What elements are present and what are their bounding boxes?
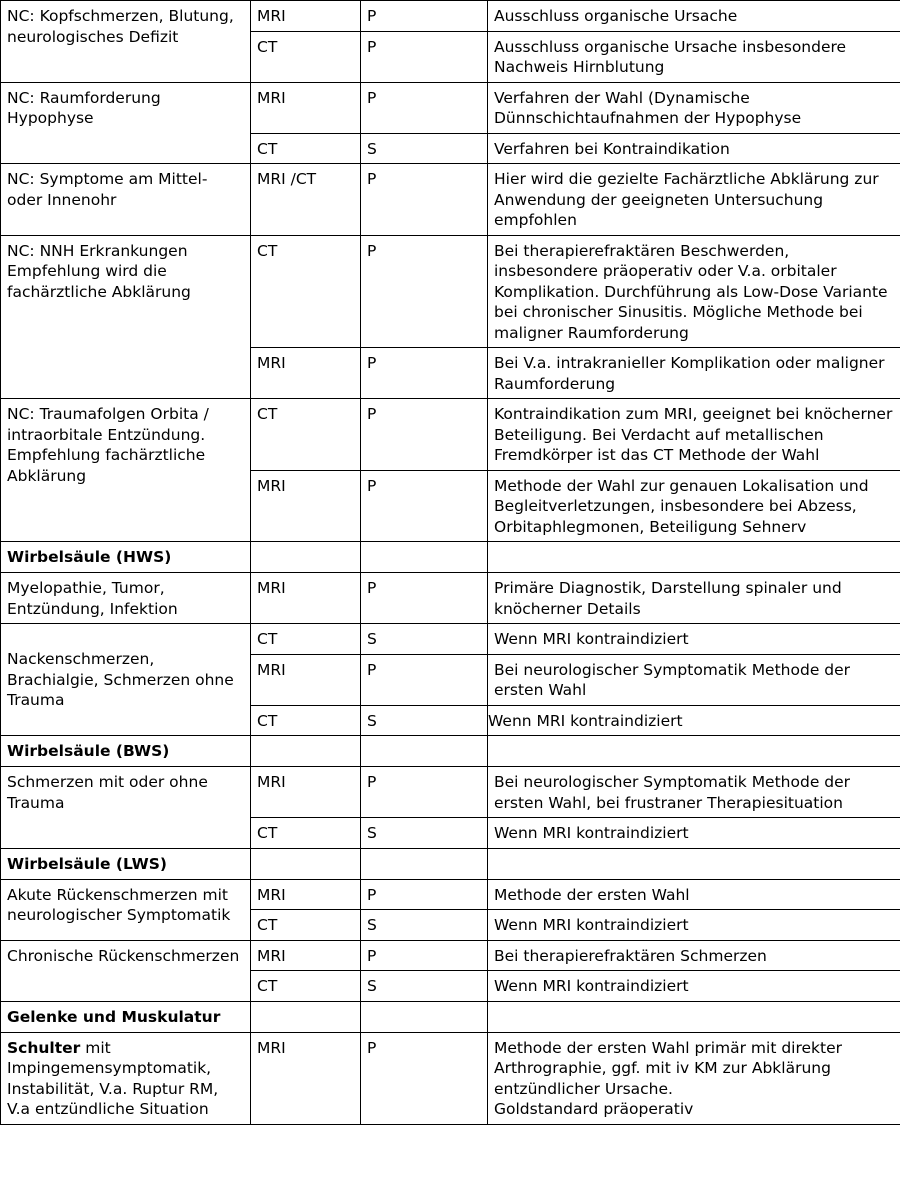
comment-cell: Bei neurologischer Symptomatik Methode der ersten Wahl, bei frustraner Therapiesituation: [488, 767, 900, 818]
indication-cell: Myelopathie, Tumor, Entzündung, Infektion: [1, 573, 251, 624]
priority-cell: P: [361, 767, 488, 818]
comment-cell: [488, 1032, 900, 1124]
section-heading: Gelenke und Muskulatur: [1, 1001, 251, 1032]
modality-cell: MRI: [251, 879, 361, 910]
comment-cell: Hier wird die gezielte Fachärztliche Abklärung zur Anwendung der geeigneten Untersuchung empfohlen: [488, 164, 900, 236]
empty-cell: [361, 1001, 488, 1032]
table-row: [1, 164, 900, 236]
section-heading: Wirbelsäule (BWS): [1, 736, 251, 767]
modality-cell: MRI: [251, 940, 361, 971]
table-row: [1, 767, 900, 818]
empty-cell: [488, 736, 900, 767]
table-row: [1, 879, 900, 910]
modality-cell: MRI /CT: [251, 164, 361, 236]
priority-cell: P: [361, 940, 488, 971]
comment-cell: Bei therapierefraktären Schmerzen: [488, 940, 900, 971]
modality-cell: CT: [251, 31, 361, 82]
comment-cell: Wenn MRI kontraindiziert: [488, 624, 900, 655]
indication-cell: NC: Symptome am Mittel- oder Innenohr: [1, 164, 251, 236]
comment-cell: Ausschluss organische Ursache insbesondere Nachweis Hirnblutung: [488, 31, 900, 82]
comment-text: Goldstandard präoperativ: [494, 1100, 694, 1118]
comment-cell: Ausschluss organische Ursache: [488, 1, 900, 32]
comment-cell: Wenn MRI kontraindiziert: [488, 971, 900, 1002]
modality-cell: MRI: [251, 82, 361, 133]
section-row: [1, 542, 900, 573]
comment-cell: Verfahren bei Kontraindikation: [488, 133, 900, 164]
modality-cell: MRI: [251, 470, 361, 542]
modality-cell: MRI: [251, 1, 361, 32]
modality-cell: CT: [251, 910, 361, 941]
comment-cell: Methode der Wahl zur genauen Lokalisation und Begleitverletzungen, insbesondere bei Abzess, Orbitaphlegmonen, Beteiligung Sehnerv: [488, 470, 900, 542]
priority-cell: P: [361, 1032, 488, 1124]
indication-cell: Schmerzen mit oder ohne Trauma: [1, 767, 251, 849]
modality-cell: CT: [251, 133, 361, 164]
empty-cell: [251, 1001, 361, 1032]
comment-cell: Kontraindikation zum MRI, geeignet bei knöcherner Beteiligung. Bei Verdacht auf metallischen Fremdkörper ist das CT Methode der Wahl: [488, 399, 900, 471]
empty-cell: [361, 848, 488, 879]
indication-cell: NC: Kopfschmerzen, Blutung, neurologisches Defizit: [1, 1, 251, 83]
comment-cell: Wenn MRI kontraindiziert: [488, 910, 900, 941]
indication-cell: NC: NNH Erkrankungen Empfehlung wird die fachärztliche Abklärung: [1, 235, 251, 399]
priority-cell: P: [361, 235, 488, 348]
table-row: [1, 82, 900, 133]
indication-cell: [1, 1032, 251, 1124]
priority-cell: P: [361, 470, 488, 542]
section-heading: Wirbelsäule (HWS): [1, 542, 251, 573]
comment-cell: Bei therapierefraktären Beschwerden, insbesondere präoperativ oder V.a. orbitaler Komplikation. Durchführung als Low-Dose Variante bei chronischer Sinusitis. Mögliche Methode bei maligner Raumforderung: [488, 235, 900, 348]
priority-cell: P: [361, 164, 488, 236]
indication-cell: Chronische Rückenschmerzen: [1, 940, 251, 1001]
modality-cell: CT: [251, 235, 361, 348]
comment-cell: Wenn MRI kontraindiziert: [488, 705, 900, 736]
empty-cell: [251, 736, 361, 767]
comment-cell: Primäre Diagnostik, Darstellung spinaler und knöcherner Details: [488, 573, 900, 624]
indication-cell: NC: Traumafolgen Orbita / intraorbitale Entzündung. Empfehlung fachärztliche Abklärung: [1, 399, 251, 542]
priority-cell: S: [361, 133, 488, 164]
section-row: [1, 736, 900, 767]
indication-cell: Nackenschmerzen, Brachialgie, Schmerzen ohne Trauma: [1, 624, 251, 736]
modality-cell: MRI: [251, 348, 361, 399]
section-row: [1, 1001, 900, 1032]
priority-cell: P: [361, 31, 488, 82]
modality-cell: MRI: [251, 654, 361, 705]
empty-cell: [251, 848, 361, 879]
modality-cell: CT: [251, 818, 361, 849]
priority-cell: P: [361, 573, 488, 624]
comment-cell: Bei V.a. intrakranieller Komplikation oder maligner Raumforderung: [488, 348, 900, 399]
empty-cell: [488, 848, 900, 879]
priority-cell: S: [361, 818, 488, 849]
priority-cell: P: [361, 399, 488, 471]
table-row: [1, 399, 900, 471]
modality-cell: MRI: [251, 1032, 361, 1124]
priority-cell: P: [361, 654, 488, 705]
priority-cell: P: [361, 82, 488, 133]
table-row: [1, 1032, 900, 1124]
priority-cell: S: [361, 910, 488, 941]
empty-cell: [361, 736, 488, 767]
comment-cell: Bei neurologischer Symptomatik Methode der ersten Wahl: [488, 654, 900, 705]
priority-cell: P: [361, 348, 488, 399]
indication-bold-term: Schulter: [7, 1038, 81, 1057]
indication-cell: Akute Rückenschmerzen mit neurologischer Symptomatik: [1, 879, 251, 940]
indication-text: mit Impingemensymptomatik, Instabilität, V.a. Ruptur RM, V.a entzündliche Situation: [7, 1038, 219, 1118]
comment-cell: Verfahren der Wahl (Dynamische Dünnschichtaufnahmen der Hypophyse: [488, 82, 900, 133]
table-row: [1, 573, 900, 624]
priority-cell: P: [361, 879, 488, 910]
modality-cell: CT: [251, 971, 361, 1002]
priority-cell: P: [361, 1, 488, 32]
indication-cell: NC: Raumforderung Hypophyse: [1, 82, 251, 164]
empty-cell: [361, 542, 488, 573]
empty-cell: [251, 542, 361, 573]
modality-cell: MRI: [251, 767, 361, 818]
comment-cell: Methode der ersten Wahl: [488, 879, 900, 910]
table-row: [1, 235, 900, 348]
comment-cell: Wenn MRI kontraindiziert: [488, 818, 900, 849]
table-row: [1, 624, 900, 655]
empty-cell: [488, 1001, 900, 1032]
modality-cell: CT: [251, 624, 361, 655]
empty-cell: [488, 542, 900, 573]
table-row: [1, 940, 900, 971]
section-heading: Wirbelsäule (LWS): [1, 848, 251, 879]
priority-cell: S: [361, 971, 488, 1002]
section-row: [1, 848, 900, 879]
comment-text: Methode der ersten Wahl primär mit direkter Arthrographie, ggf. mit iv KM zur Abklärung entzündlicher Ursache.: [494, 1038, 843, 1098]
modality-cell: MRI: [251, 573, 361, 624]
modality-cell: CT: [251, 705, 361, 736]
table-row: [1, 1, 900, 32]
priority-cell: S: [361, 705, 488, 736]
priority-cell: S: [361, 624, 488, 655]
modality-cell: CT: [251, 399, 361, 471]
